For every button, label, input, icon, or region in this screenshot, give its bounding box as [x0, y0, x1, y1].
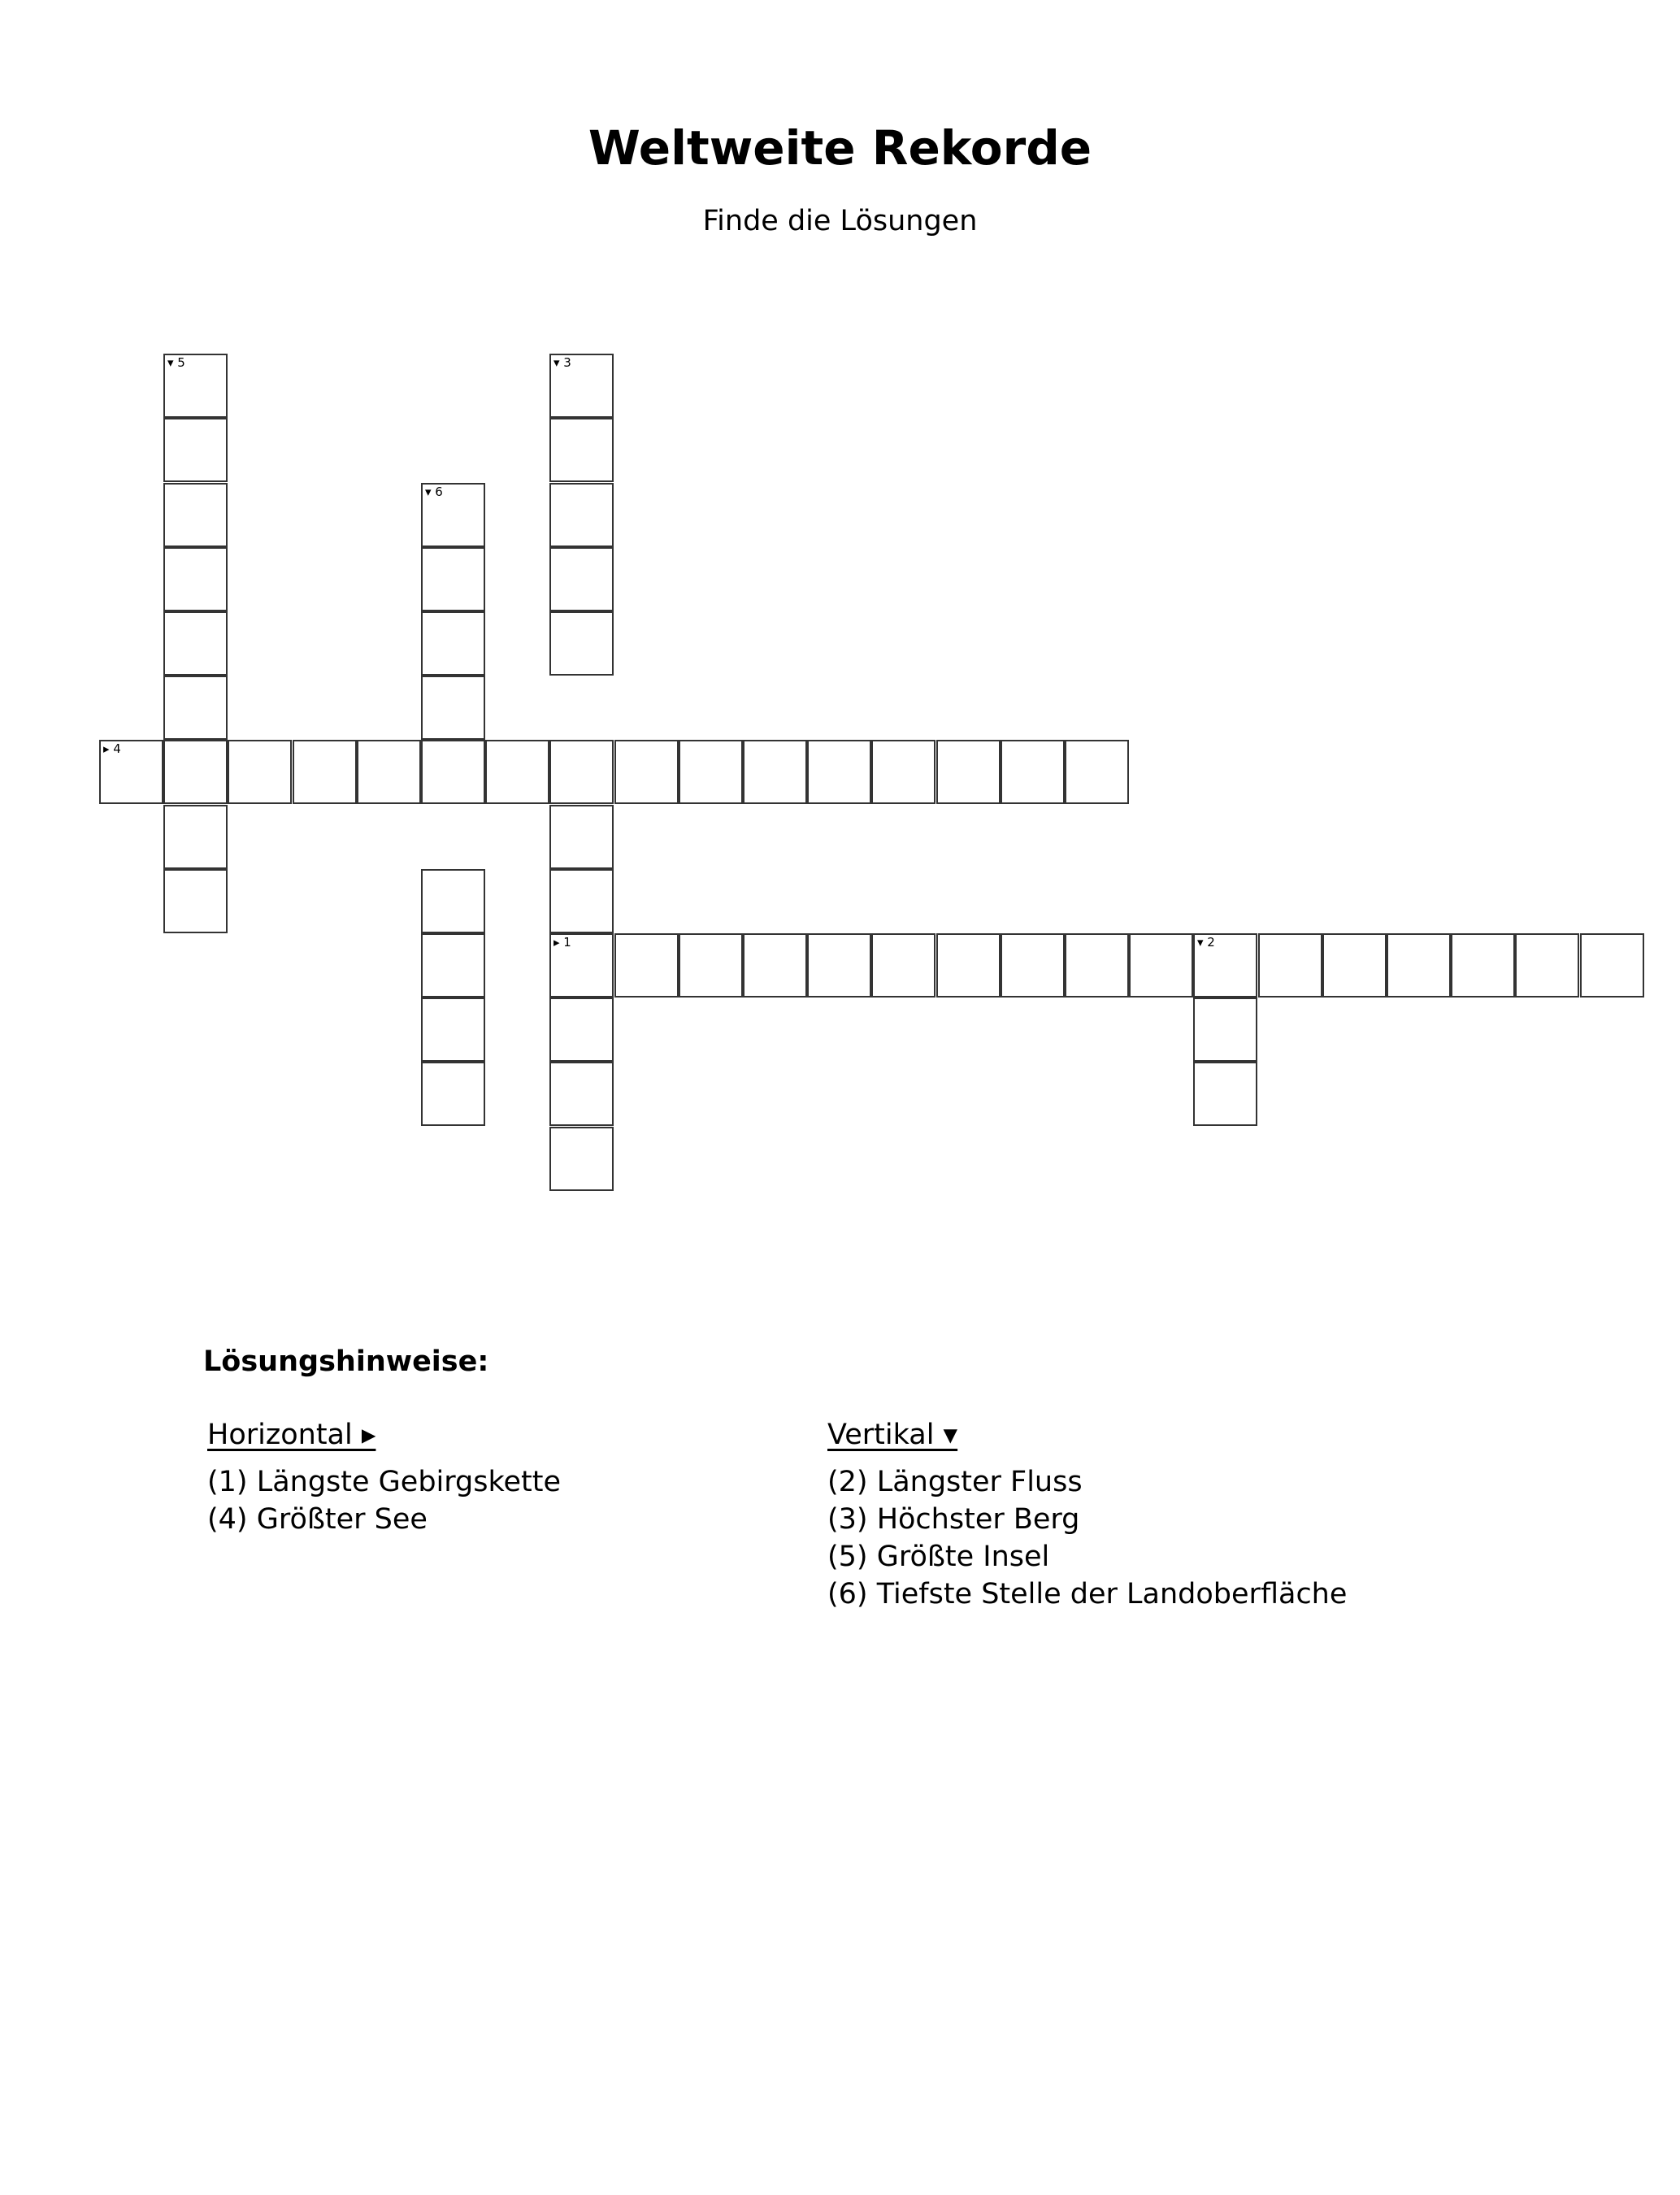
crossword-cell[interactable] [549, 1062, 614, 1126]
crossword-cell[interactable] [421, 1062, 485, 1126]
vertical-clue-list [827, 1463, 1347, 1613]
crossword-cell[interactable] [679, 933, 743, 998]
crossword-cell[interactable] [614, 933, 679, 998]
crossword-cell[interactable] [871, 740, 936, 804]
crossword-cell[interactable] [549, 805, 614, 869]
clue-2-vertical: (2) Längster Fluss [827, 1466, 1083, 1498]
crossword-cell[interactable] [743, 740, 807, 804]
crossword-cell[interactable] [421, 740, 485, 804]
clue-number-label: ▾ 6 [425, 485, 443, 499]
crossword-cell[interactable] [163, 354, 228, 418]
crossword-cell[interactable] [1322, 933, 1387, 998]
crossword-cell[interactable] [549, 1127, 614, 1191]
crossword-cell[interactable] [743, 933, 807, 998]
crossword-cell[interactable] [163, 547, 228, 611]
crossword-cell[interactable] [99, 740, 163, 804]
crossword-cell[interactable] [163, 869, 228, 933]
crossword-cell[interactable] [421, 998, 485, 1062]
crossword-cell[interactable] [1065, 740, 1129, 804]
crossword-cell[interactable] [421, 676, 485, 740]
crossword-cell[interactable] [163, 740, 228, 804]
clue-5-vertical: (5) Größte Insel [827, 1541, 1050, 1573]
crossword-cell[interactable] [807, 740, 871, 804]
crossword-cell[interactable] [1001, 933, 1065, 998]
crossword-cell[interactable] [549, 418, 614, 482]
horizontal-clue-list [207, 1463, 561, 1538]
crossword-cell[interactable] [163, 611, 228, 676]
crossword-cell[interactable] [1580, 933, 1644, 998]
crossword-cell[interactable] [549, 998, 614, 1062]
crossword-cell[interactable] [1258, 933, 1322, 998]
crossword-cell[interactable] [1193, 933, 1257, 998]
clue-3-vertical: (3) Höchster Berg [827, 1503, 1080, 1536]
hints-heading: Lösungshinweise: [203, 1345, 489, 1378]
clue-number-label: ▸ 4 [103, 741, 121, 756]
horizontal-heading: Horizontal ▸ [207, 1419, 376, 1451]
crossword-cell[interactable] [485, 740, 549, 804]
crossword-cell[interactable] [936, 933, 1001, 998]
crossword-cell[interactable] [1515, 933, 1579, 998]
vertical-heading: Vertikal ▾ [827, 1419, 958, 1451]
crossword-cell[interactable] [549, 740, 614, 804]
crossword-cell[interactable] [293, 740, 357, 804]
crossword-cell[interactable] [1193, 998, 1257, 1062]
crossword-cell[interactable] [1451, 933, 1515, 998]
crossword-cell[interactable] [1193, 1062, 1257, 1126]
crossword-cell[interactable] [421, 933, 485, 998]
page-title: Weltweite Rekorde [588, 120, 1092, 176]
crossword-cell[interactable] [549, 547, 614, 611]
clue-6-vertical: (6) Tiefste Stelle der Landoberfläche [827, 1578, 1348, 1610]
crossword-cell[interactable] [871, 933, 936, 998]
crossword-cell[interactable] [936, 740, 1001, 804]
crossword-cell[interactable] [228, 740, 292, 804]
clue-4-horizontal: (4) Größter See [207, 1503, 428, 1536]
clue-number-label: ▸ 1 [553, 935, 571, 950]
crossword-cell[interactable] [549, 611, 614, 676]
crossword-cell[interactable] [163, 483, 228, 547]
crossword-cell[interactable] [357, 740, 421, 804]
crossword-cell[interactable] [163, 805, 228, 869]
clue-1-horizontal: (1) Längste Gebirgskette [207, 1466, 562, 1498]
crossword-cell[interactable] [549, 869, 614, 933]
crossword-cell[interactable] [549, 483, 614, 547]
crossword-cell[interactable] [614, 740, 679, 804]
crossword-cell[interactable] [421, 483, 485, 547]
crossword-cell[interactable] [1065, 933, 1129, 998]
crossword-cell[interactable] [421, 611, 485, 676]
page-subtitle: Finde die Lösungen [702, 205, 978, 237]
crossword-cell[interactable] [679, 740, 743, 804]
crossword-cell[interactable] [807, 933, 871, 998]
crossword-cell[interactable] [163, 418, 228, 482]
crossword-cell[interactable] [421, 869, 485, 933]
crossword-cell[interactable] [163, 676, 228, 740]
crossword-cell[interactable] [549, 933, 614, 998]
clue-number-label: ▾ 5 [167, 355, 185, 370]
crossword-cell[interactable] [1001, 740, 1065, 804]
clue-number-label: ▾ 2 [1197, 935, 1215, 950]
crossword-cell[interactable] [1387, 933, 1451, 998]
crossword-cell[interactable] [549, 354, 614, 418]
crossword-cell[interactable] [1129, 933, 1193, 998]
clue-number-label: ▾ 3 [553, 355, 571, 370]
crossword-cell[interactable] [421, 547, 485, 611]
